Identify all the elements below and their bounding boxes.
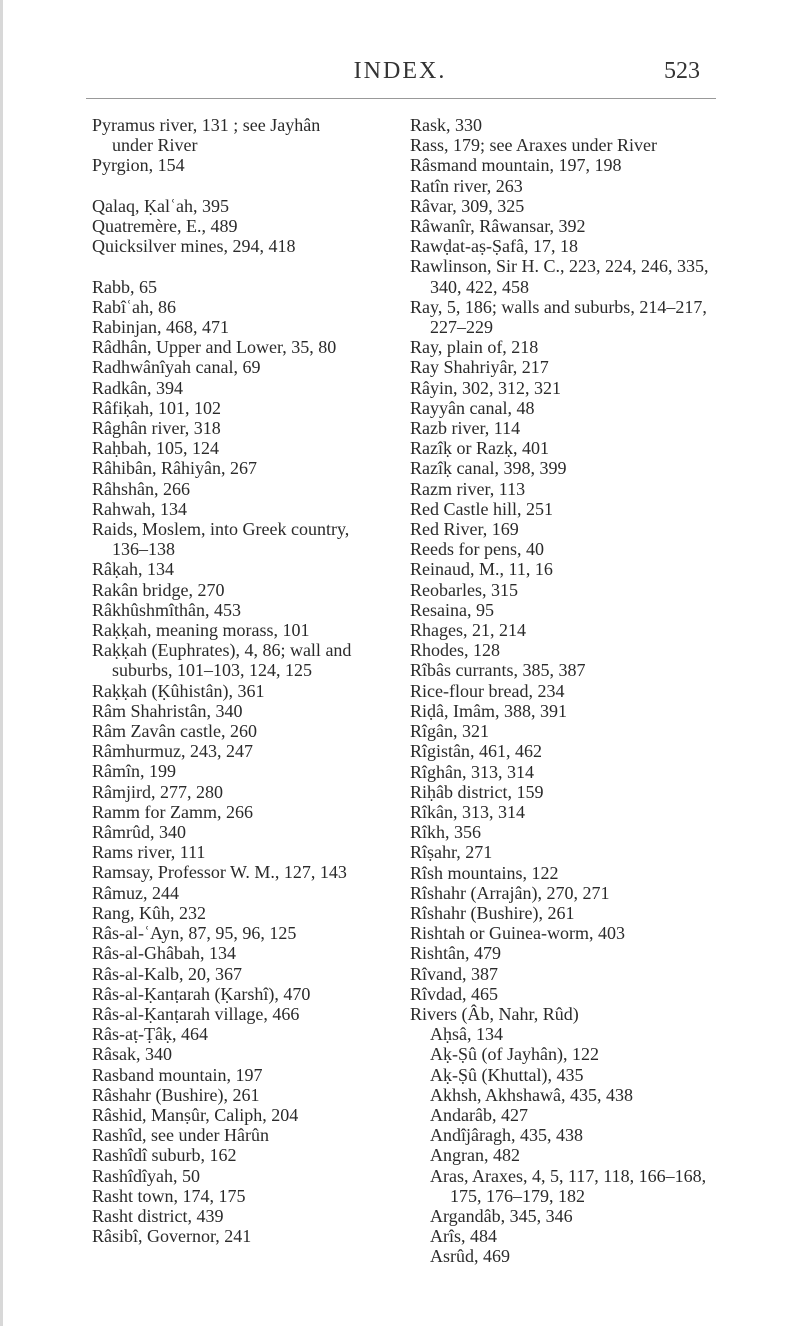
index-entry: Riḥâb district, 159 [410, 781, 544, 802]
index-entry: Razîḳ or Razḳ, 401 [410, 438, 549, 459]
index-entry: Radkân, 394 [92, 377, 183, 398]
index-entry: Ratîn river, 263 [410, 175, 523, 196]
page-number: 523 [664, 58, 700, 84]
index-entry: Rass, 179; see Araxes under River [410, 135, 657, 156]
index-entry: Razîḳ canal, 398, 399 [410, 458, 567, 479]
index-column-left [92, 115, 362, 1246]
index-entry: Rhages, 21, 214 [410, 620, 526, 641]
index-entry: Rishtân, 479 [410, 943, 502, 964]
entry-gap [92, 256, 362, 276]
index-entry: Red River, 169 [410, 519, 519, 540]
index-entry: Râm Shahristân, 340 [92, 700, 243, 721]
index-entry: Râmhurmuz, 243, 247 [92, 741, 253, 762]
index-entry: Râmuz, 244 [92, 882, 179, 903]
index-entry: Râs-al-Kalb, 20, 367 [92, 963, 242, 984]
index-entry: Razb river, 114 [410, 418, 521, 439]
index-entry: Râs-aṭ-Ṭâḳ, 464 [92, 1024, 208, 1045]
index-entry: Rivers (Âb, Nahr, Rûd) [410, 1003, 579, 1024]
index-entry: Râfiḳah, 101, 102 [92, 397, 221, 418]
index-subentry: Aḳ-Ṣû (of Jayhân), 122 [430, 1044, 599, 1065]
index-entry: Rasht town, 174, 175 [92, 1185, 246, 1206]
index-subentry: Aḳ-Ṣû (Khuttal), 435 [430, 1064, 584, 1085]
index-entry: Râshahr (Bushire), 261 [92, 1084, 260, 1105]
index-entry: Riḍâ, Imâm, 388, 391 [410, 700, 567, 721]
index-entry: Reeds for pens, 40 [410, 539, 544, 560]
index-entry: Raids, Moslem, into Greek country, 136–138 [92, 519, 350, 560]
index-entry: Rîṣahr, 271 [410, 842, 493, 863]
index-subentry: Andîjâragh, 435, 438 [430, 1125, 583, 1146]
index-entry: Rîvdad, 465 [410, 983, 498, 1004]
index-entry: Râmrûd, 340 [92, 822, 186, 843]
page-header [0, 58, 800, 98]
index-entry: Rîkân, 313, 314 [410, 801, 525, 822]
index-entry: Raḳḳah, meaning morass, 101 [92, 620, 310, 641]
index-entry: Rabîʿah, 86 [92, 296, 176, 317]
index-entry: Rîghân, 313, 314 [410, 761, 534, 782]
index-entry: Ramm for Zamm, 266 [92, 801, 253, 822]
index-entry: Râmîn, 199 [92, 761, 176, 782]
index-entry: Rabinjan, 468, 471 [92, 317, 229, 337]
index-entry: Râhibân, Râhiyân, 267 [92, 458, 257, 479]
index-entry: Rîbâs currants, 385, 387 [410, 660, 586, 681]
index-entry: Rîshahr (Bushire), 261 [410, 902, 575, 923]
index-subentry: Arîs, 484 [430, 1226, 497, 1247]
index-entry: Rîkh, 356 [410, 822, 482, 843]
page-title: INDEX. [353, 58, 447, 84]
index-subentry: Aḥsâ, 134 [430, 1024, 503, 1045]
index-entry: Râyin, 302, 312, 321 [410, 377, 561, 398]
index-entry: Râshid, Manṣûr, Caliph, 204 [92, 1104, 299, 1125]
index-entry: Ray, plain of, 218 [410, 337, 539, 358]
index-entry: Rîvand, 387 [410, 963, 498, 984]
index-entry: Rashîdî suburb, 162 [92, 1145, 237, 1166]
index-entry: Raḳḳah (Ḳûhistân), 361 [92, 680, 265, 701]
index-entry: Rawlinson, Sir H. C., 223, 224, 246, 335, 340, 422, 458 [410, 256, 709, 297]
index-entry: Quatremère, E., 489 [92, 216, 238, 236]
index-entry: Rice-flour bread, 234 [410, 680, 565, 701]
index-entry: Reobarles, 315 [410, 579, 518, 600]
index-entry: Pyrgion, 154 [92, 155, 185, 176]
index-entry: Rayyân canal, 48 [410, 397, 535, 418]
index-entry: Radhwânîyah canal, 69 [92, 357, 261, 378]
index-entry: Rîsh mountains, 122 [410, 862, 559, 883]
index-entry: Rask, 330 [410, 115, 482, 135]
index-entry: Râmjird, 277, 280 [92, 781, 223, 802]
header-rule [86, 98, 716, 99]
index-entry: Rashîd, see under Hârûn [92, 1125, 269, 1146]
index-entry: Râs-al-ʿAyn, 87, 95, 96, 125 [92, 923, 297, 944]
index-subentry: Andarâb, 427 [430, 1104, 528, 1125]
index-entry: Râsibî, Governor, 241 [92, 1226, 252, 1247]
index-entry: Rabb, 65 [92, 276, 157, 297]
index-entry: Râdhân, Upper and Lower, 35, 80 [92, 337, 337, 358]
index-entry: Râvar, 309, 325 [410, 195, 525, 216]
index-entry: Râghân river, 318 [92, 418, 221, 439]
index-entry: Râsmand mountain, 197, 198 [410, 155, 622, 176]
index-entry: Qalaq, Ḳalʿah, 395 [92, 195, 229, 216]
index-entry: Resaina, 95 [410, 599, 494, 620]
index-entry: Ray Shahriyâr, 217 [410, 357, 549, 378]
entry-gap [92, 176, 362, 196]
index-entry: Rîshahr (Arrajân), 270, 271 [410, 882, 610, 903]
index-entry: Râs-al-Ghâbah, 134 [92, 943, 236, 964]
index-entry: Rasband mountain, 197 [92, 1064, 263, 1085]
index-entry: Razm river, 113 [410, 478, 526, 499]
index-entry: Rhodes, 128 [410, 640, 500, 661]
index-entry: Rîgistân, 461, 462 [410, 741, 543, 762]
index-entry: Râs-al-Ḳanṭarah (Ḳarshî), 470 [92, 983, 311, 1004]
index-entry: Râm Zavân castle, 260 [92, 721, 257, 742]
index-entry: Rahwah, 134 [92, 498, 187, 519]
page-edge [0, 0, 3, 1326]
index-entry: Raḳḳah (Euphrates), 4, 86; wall and suburbs, 101–103, 124, 125 [92, 640, 352, 681]
index-entry: Râsak, 340 [92, 1044, 172, 1065]
index-entry: Red Castle hill, 251 [410, 498, 553, 519]
index-entry: Ray, 5, 186; walls and suburbs, 214–217, 227–229 [410, 296, 707, 338]
index-entry: Rams river, 111 [92, 842, 206, 863]
index-entry: Ramsay, Professor W. M., 127, 143 [92, 862, 347, 883]
index-entry: Rîgân, 321 [410, 721, 489, 742]
index-entry: Rakân bridge, 270 [92, 579, 225, 600]
index-subentry: Angran, 482 [430, 1145, 520, 1166]
index-entry: Râḳah, 134 [92, 559, 174, 580]
index-entry: Rashîdîyah, 50 [92, 1165, 200, 1186]
index-column-right [410, 115, 720, 1267]
index-entry: Râs-al-Ḳanṭarah village, 466 [92, 1003, 300, 1024]
index-entry: Reinaud, M., 11, 16 [410, 559, 553, 580]
index-entry: Rasht district, 439 [92, 1205, 224, 1226]
index-entry: Raḥbah, 105, 124 [92, 438, 219, 459]
index-entry: Quicksilver mines, 294, 418 [92, 236, 296, 257]
index-entry: Rawḍat-aṣ-Ṣafâ, 17, 18 [410, 236, 578, 257]
index-entry: Rang, Kûh, 232 [92, 902, 206, 923]
index-subentry: Aras, Araxes, 4, 5, 117, 118, 166–168, 175, 176–179, 182 [430, 1165, 707, 1206]
index-subentry: Akhsh, Akhshawâ, 435, 438 [430, 1084, 633, 1105]
index-subentry: Argandâb, 345, 346 [430, 1205, 573, 1226]
index-entry: Râkhûshmîthân, 453 [92, 599, 241, 620]
index-entry: Râhshân, 266 [92, 478, 190, 499]
index-entry: Rishtah or Guinea-worm, 403 [410, 923, 625, 944]
index-entry: Pyramus river, 131 ; see Jayhân under River [92, 115, 321, 156]
index-subentry: Asrûd, 469 [430, 1246, 510, 1267]
index-entry: Râwanîr, Râwansar, 392 [410, 216, 586, 237]
